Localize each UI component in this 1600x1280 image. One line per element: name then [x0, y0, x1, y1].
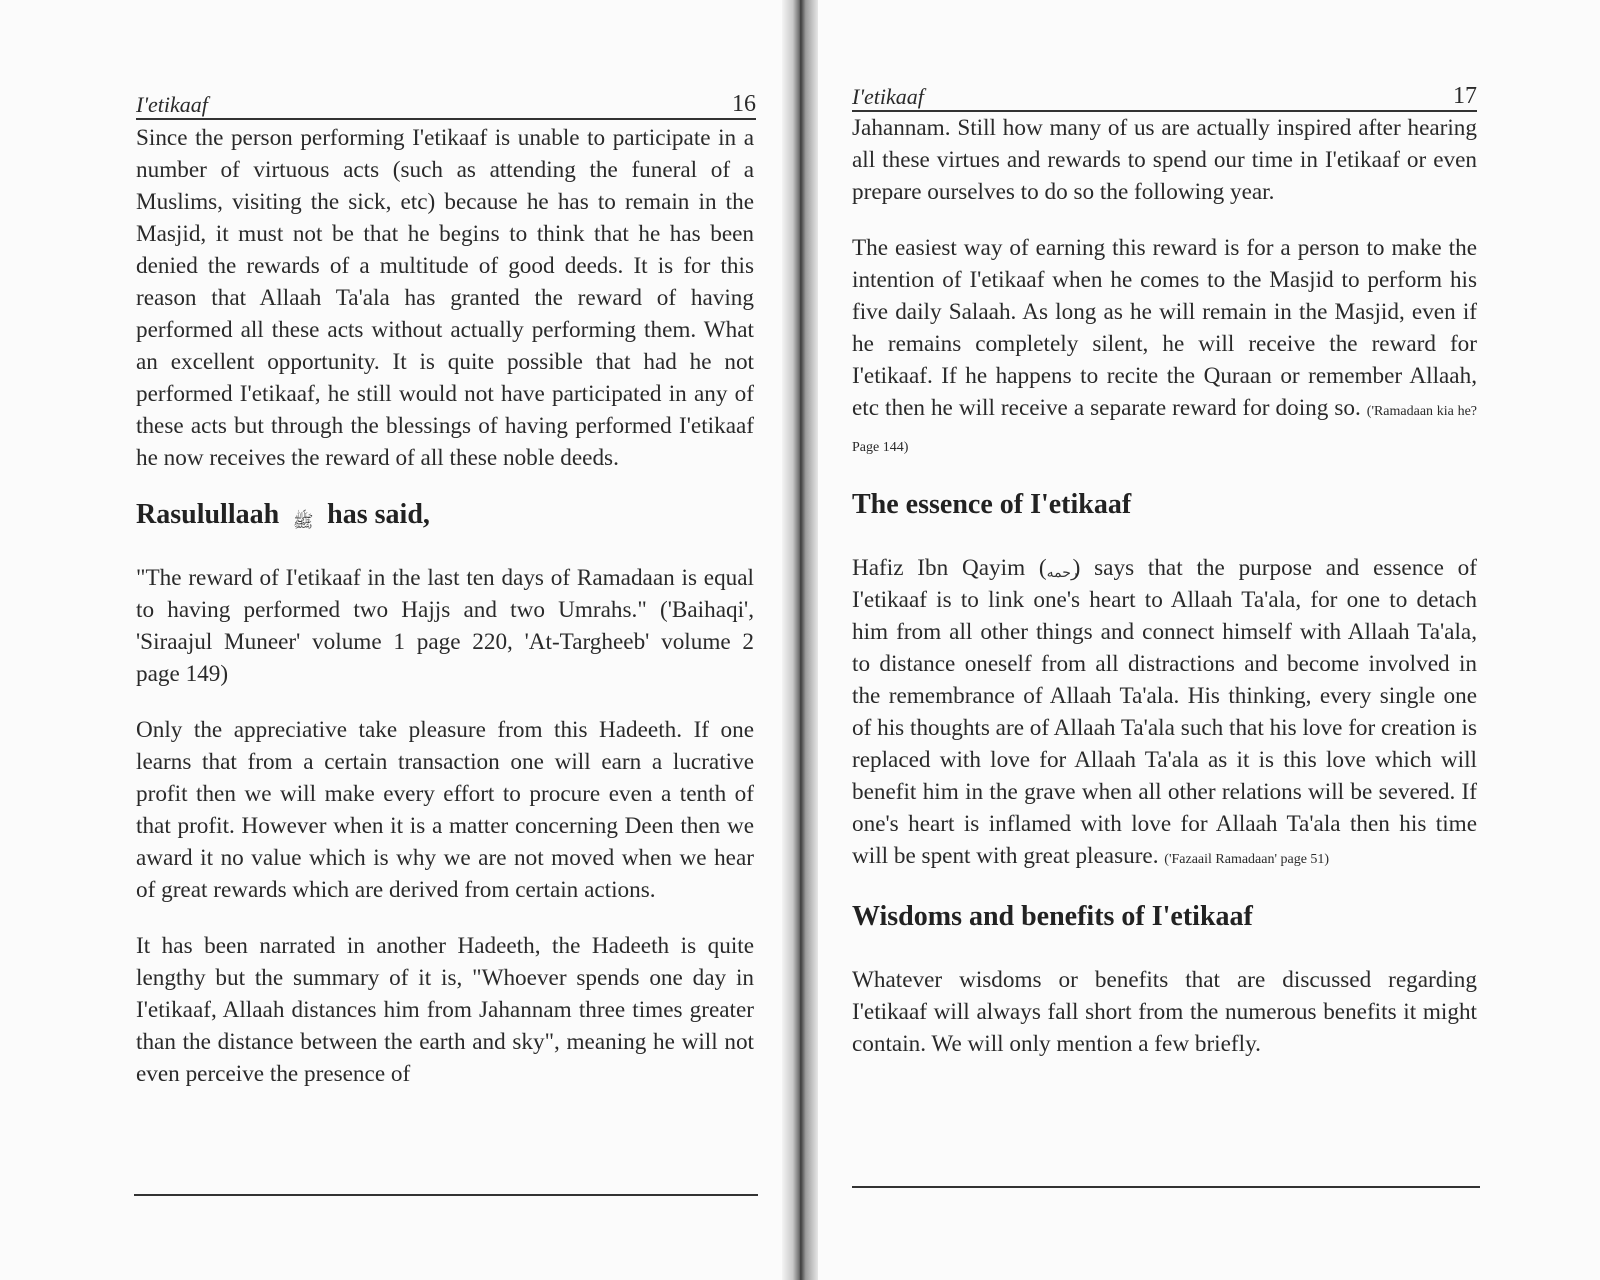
paragraph-text: The easiest way of earning this reward is for a person to make the intention of I'etikaaf when he comes to the Masjid to perform his five daily Salaah. As long as he will remain in the Masjid, even if he remains completely silent, he will receive the reward for I'etikaaf. If he happens to recite the Quraan or remember Allaah, etc then he will receive a separate reward for doing so. — [852, 235, 1477, 421]
citation: ('Fazaail Ramadaan' page 51) — [1164, 852, 1330, 867]
running-head: I'etikaaf — [852, 84, 924, 109]
footer-rule — [852, 1186, 1480, 1188]
heading-text: has said, — [327, 499, 430, 530]
left-page-body — [136, 122, 754, 1114]
right-page-body — [852, 112, 1477, 1084]
right-page — [800, 0, 1600, 1280]
paragraph: Only the appreciative take pleasure from this Hadeeth. If one learns that from a certain transaction one will earn a lucrative profit then we will make every effort to procure even a tenth of that profit. However when it is a matter concerning Deen then we award it no value which is why we are not moved when we hear of great rewards which are derived from certain actions. — [136, 717, 754, 903]
paragraph — [852, 232, 1477, 464]
paragraph-text: Hafiz Ibn Qayim ( — [852, 555, 1047, 581]
paragraph — [852, 552, 1477, 876]
section-heading: Wisdoms and benefits of I'etikaaf — [852, 901, 1253, 932]
heading-text: Rasulullaah — [136, 499, 280, 530]
hadeeth-quote: "The reward of I'etikaaf in the last ten days of Ramadaan is equal to having performed two Hajjs and two Umrahs." ('Baihaqi', 'Siraajul Muneer' volume 1 page 220, 'At-Targheeb' volume 2 page 149) — [136, 565, 754, 687]
paragraph: Since the person performing I'etikaaf is unable to participate in a number of virtuous acts (such as attending the funeral of a Muslims, visiting the sick, etc) because he has to remain in the Masjid, it must not be that he begins to think that he has been denied the rewards of a multitude of good deeds. It is for this reason that Allaah Ta'ala has granted the reward of having performed all these acts without actually performing them. What an excellent opportunity. It is quite possible that had he not performed I'etikaaf, he still would not have participated in any of these acts but through the blessings of having performed I'etikaaf he now receives the reward of all these noble deeds. — [136, 125, 754, 471]
book-gutter — [782, 0, 818, 1280]
right-page-header — [852, 76, 1477, 112]
citation: ('Ramadaan kia he? Page 144) — [852, 404, 1477, 455]
paragraph: It has been narrated in another Hadeeth, the Hadeeth is quite lengthy but the summary of it is, "Whoever spends one day in I'etikaaf, Allaah distances him from Jahannam three times greater than the distance between the earth and sky", meaning he will not even perceive the presence of — [136, 933, 754, 1087]
paragraph: Jahannam. Still how many of us are actually inspired after hearing all these virtues and rewards to spend our time in I'etikaaf or even prepare ourselves to do so the following year. — [852, 115, 1477, 205]
page-number: 16 — [732, 91, 756, 117]
salutation-seal-icon: ﷺ — [292, 511, 314, 531]
page-number: 17 — [1453, 83, 1477, 109]
paragraph: Whatever wisdoms or benefits that are discussed regarding I'etikaaf will always fall short from the numerous benefits it might contain. We will only mention a few briefly. — [852, 967, 1477, 1057]
running-head: I'etikaaf — [136, 92, 208, 117]
paragraph-text: ) says that the purpose and essence of I'etikaaf is to link one's heart to Allaah Ta'ala, for one to detach him from all other things and connect himself with Allaah Ta'ala, to distance oneself from all distractions and become involved in the remembrance of Allaah Ta'ala. His thinking, every single one of his thoughts are of Allaah Ta'ala such that his love for creation is replaced with love for Allaah Ta'ala as it is this love which will benefit him in the grave when all other relations will be severed. If one's heart is inflamed with love for Allaah Ta'ala then his time will be spent with great pleasure. — [852, 555, 1477, 869]
section-heading — [136, 498, 754, 532]
section-heading: The essence of I'etikaaf — [852, 489, 1132, 520]
footer-rule — [134, 1194, 758, 1196]
rahmatullah-seal-icon: رحمه — [1046, 565, 1078, 581]
left-page-header — [136, 84, 756, 120]
